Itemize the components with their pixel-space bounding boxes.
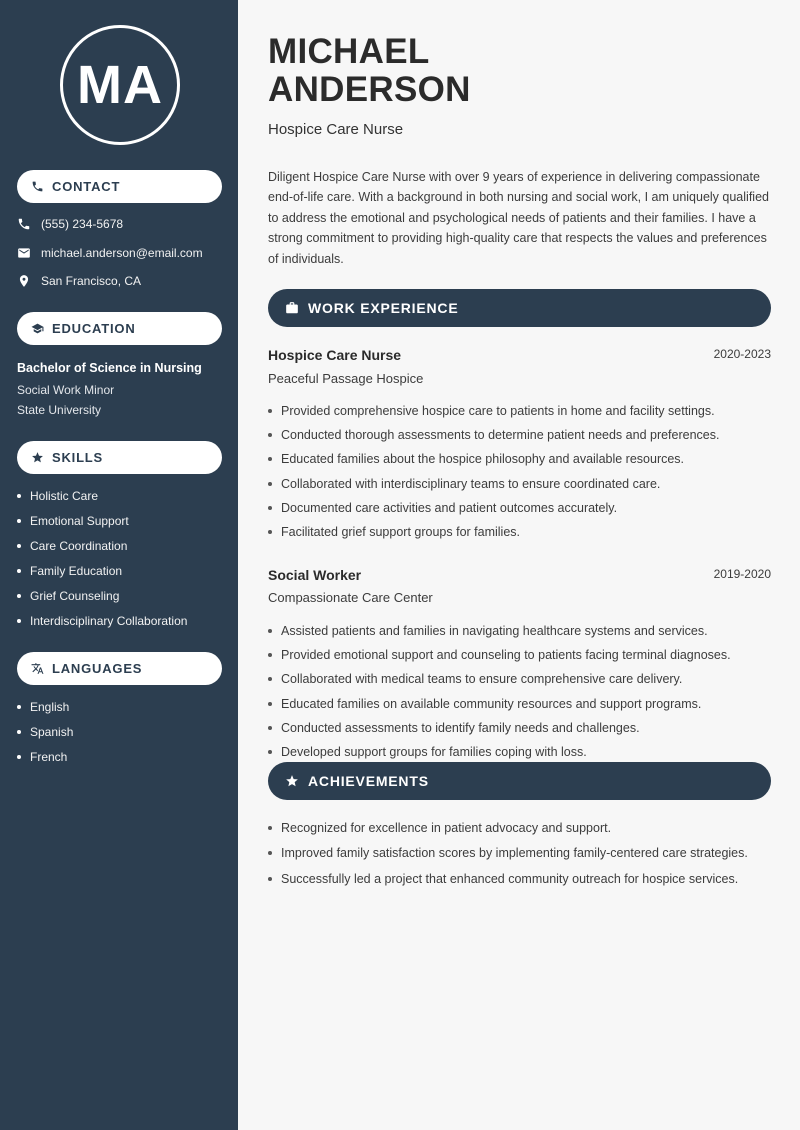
job-bullet: Educated families on available community resources and support programs.	[268, 692, 778, 716]
job-title: Hospice Care Nurse	[268, 347, 402, 363]
contact-heading-label: CONTACT	[52, 179, 121, 194]
work-experience-heading-label: WORK EXPERIENCE	[308, 300, 459, 316]
skills-heading-label: SKILLS	[52, 450, 104, 465]
skill-item: Holistic Care	[17, 483, 187, 508]
skills-list	[17, 483, 187, 633]
achievement-item: Recognized for excellence in patient advocacy and support.	[268, 815, 778, 841]
job-bullet: Facilitated grief support groups for families.	[268, 520, 778, 544]
email-icon	[17, 246, 31, 260]
job-bullet: Collaborated with medical teams to ensure comprehensive care delivery.	[268, 667, 778, 691]
first-name: MICHAEL	[268, 32, 430, 71]
education-minor: Social Work Minor	[17, 383, 115, 397]
job-bullet: Educated families about the hospice philosophy and available resources.	[268, 447, 778, 471]
job-bullets	[268, 399, 778, 544]
job-organization: Compassionate Care Center	[268, 590, 433, 605]
work-experience-heading	[268, 289, 771, 327]
profile-summary: Diligent Hospice Care Nurse with over 9 years of experience in delivering compassionate end-of-life care. With a background in both nursing and social work, I am uniquely qualified to address the emotional and psychological needs of patients and their families. I have a strong commitment to providing high-quality care that respects the values and preferences of individuals.	[268, 170, 769, 266]
job-bullet: Collaborated with interdisciplinary teams to ensure coordinated care.	[268, 472, 778, 496]
job-bullet: Provided comprehensive hospice care to patients in home and facility settings.	[268, 399, 778, 423]
job-bullets	[268, 619, 778, 764]
achievements-heading-label: ACHIEVEMENTS	[308, 773, 429, 789]
job-bullet: Conducted thorough assessments to determine patient needs and preferences.	[268, 423, 778, 447]
contact-heading	[17, 170, 222, 203]
education-heading	[17, 312, 222, 345]
sidebar	[0, 0, 238, 1130]
monogram: MA	[60, 25, 180, 145]
contact-email-text: michael.anderson@email.com	[41, 246, 203, 260]
job-dates: 2020-2023	[713, 347, 771, 361]
language-item: Spanish	[17, 719, 73, 744]
star-icon	[31, 451, 44, 464]
phone-icon	[31, 180, 44, 193]
contact-email	[17, 246, 203, 260]
job-dates: 2019-2020	[713, 567, 771, 581]
full-name	[268, 33, 471, 109]
location-pin-icon	[17, 274, 31, 288]
achievements-list	[268, 815, 778, 892]
job-organization: Peaceful Passage Hospice	[268, 371, 424, 386]
job-bullet: Developed support groups for families coping with loss.	[268, 740, 778, 764]
languages-list	[17, 694, 73, 769]
phone-icon	[17, 217, 31, 231]
translate-icon	[31, 662, 44, 675]
job-title: Social Worker	[268, 567, 362, 583]
briefcase-icon	[285, 301, 299, 315]
job-bullet: Documented care activities and patient outcomes accurately.	[268, 496, 778, 520]
achievement-item: Improved family satisfaction scores by implementing family-centered care strategies.	[268, 841, 778, 867]
contact-phone-text: (555) 234-5678	[41, 217, 124, 231]
job-bullet: Assisted patients and families in navigating healthcare systems and services.	[268, 619, 778, 643]
skill-item: Care Coordination	[17, 533, 187, 558]
achievement-item: Successfully led a project that enhanced community outreach for hospice services.	[268, 866, 778, 892]
job-role: Hospice Care Nurse	[268, 121, 404, 138]
star-icon	[285, 774, 299, 788]
language-item: French	[17, 744, 73, 769]
languages-heading-label: LANGUAGES	[52, 661, 143, 676]
education-school: State University	[17, 403, 102, 417]
main-content	[238, 0, 800, 1130]
skill-item: Family Education	[17, 558, 187, 583]
language-item: English	[17, 694, 73, 719]
skills-heading	[17, 441, 222, 474]
education-heading-label: EDUCATION	[52, 321, 136, 336]
contact-location-text: San Francisco, CA	[41, 274, 142, 288]
skill-item: Emotional Support	[17, 508, 187, 533]
achievements-heading	[268, 762, 771, 800]
contact-location	[17, 274, 141, 288]
job-bullet: Provided emotional support and counseling to patients facing terminal diagnoses.	[268, 643, 778, 667]
contact-phone	[17, 217, 123, 231]
languages-heading	[17, 652, 222, 685]
graduation-cap-icon	[31, 322, 44, 335]
last-name: ANDERSON	[268, 70, 471, 109]
skill-item: Grief Counseling	[17, 583, 187, 608]
education-degree: Bachelor of Science in Nursing	[17, 361, 202, 375]
skill-item: Interdisciplinary Collaboration	[17, 608, 187, 633]
job-bullet: Conducted assessments to identify family needs and challenges.	[268, 716, 778, 740]
